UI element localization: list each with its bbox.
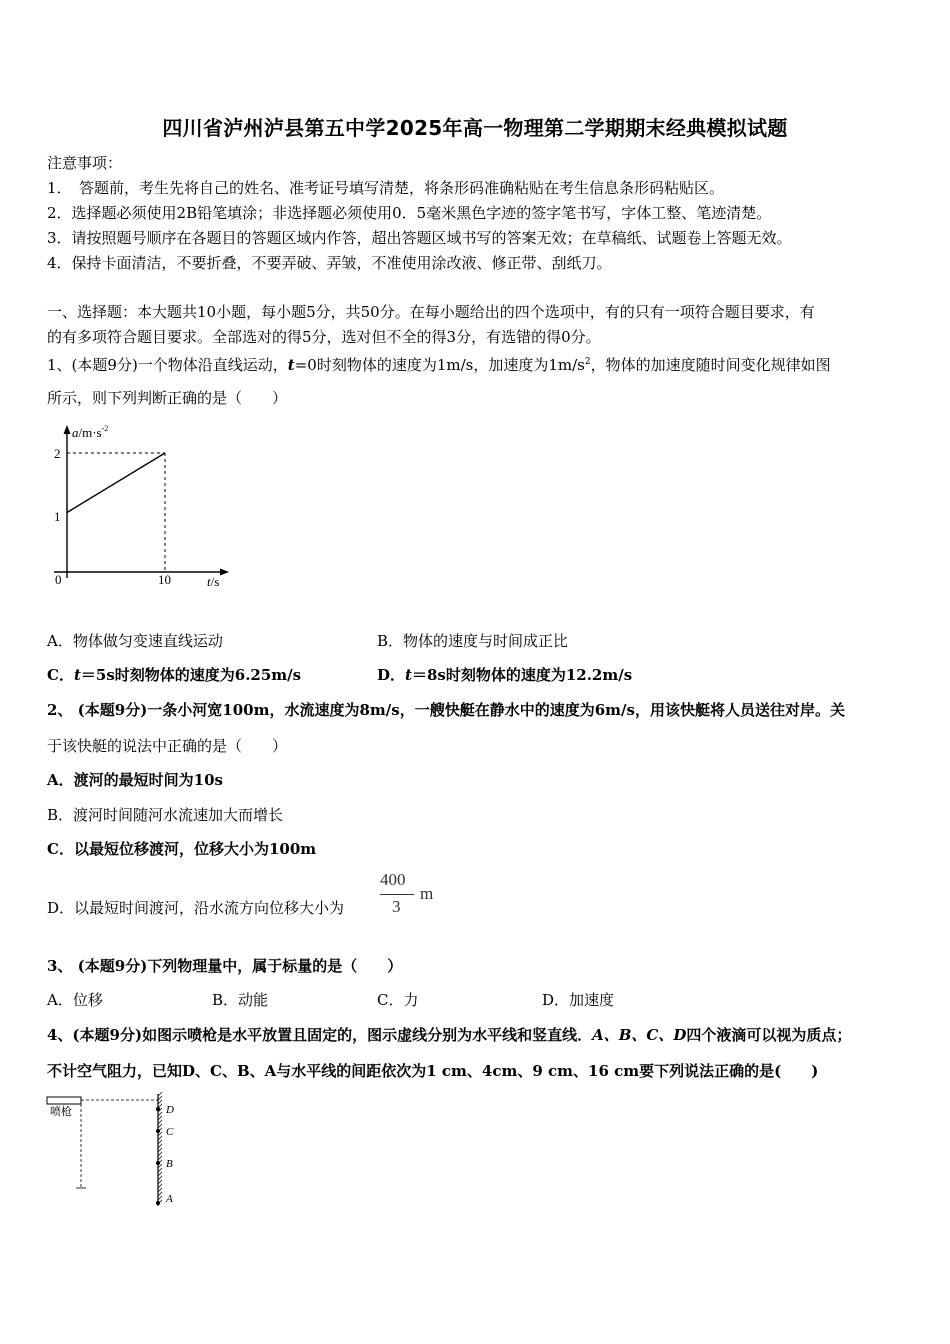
q2-option-a: A．渡河的最短时间为10s	[47, 771, 223, 789]
page-title: 四川省泸州泸县第五中学2025年高一物理第二学期期末经典模拟试题	[162, 116, 788, 140]
q2-option-c: C．以最短位移渡河，位移大小为100m	[47, 840, 317, 858]
q4-label-d: D	[166, 1104, 174, 1116]
q4-hatch-line	[158, 1100, 162, 1104]
q2-fraction-unit: m	[420, 884, 434, 903]
q4-spray-gun	[47, 1097, 81, 1104]
q4-hatch-line	[158, 1096, 162, 1100]
section-intro-line1: 一、选择题：本大题共10小题，每小题5分，共50分。在每小题给出的四个选项中，有的只有一项符合题目要求，有	[47, 303, 815, 321]
q1-option-d: D．t＝8s时刻物体的速度为12.2m/s	[377, 666, 633, 684]
q3-option-b: B．动能	[212, 991, 269, 1009]
q1-stem-line1	[47, 352, 831, 375]
q4-hatch-line	[158, 1120, 162, 1124]
q4-hatch-line	[158, 1124, 162, 1128]
q4-droplet-b	[156, 1161, 160, 1165]
notice-item-2: 2．选择题必须使用2B铅笔填涂；非选择题必须使用0．5毫米黑色字迹的签字笔书写，字体工整、笔迹清楚。	[47, 204, 772, 222]
q4-hatch-line	[158, 1168, 162, 1172]
q3-option-d: D．加速度	[542, 991, 615, 1009]
q1-option-b: B．物体的速度与时间成正比	[377, 632, 569, 650]
q2-fraction-numerator: 400	[380, 870, 406, 889]
q4-hatch-line	[158, 1112, 162, 1116]
q1-data-line	[67, 453, 165, 513]
q1-stem-part-c: ，物体的加速度随时间变化规律如图	[590, 356, 831, 374]
q4-hatch-line	[158, 1184, 162, 1188]
notice-heading: 注意事项：	[47, 154, 123, 172]
q4-stem-line2: 不计空气阻力，已知D、C、B、A与水平线的间距依次为1 cm、4cm、9 cm、16 cm要下列说法正确的是( )	[47, 1062, 819, 1080]
q1-x-axis-arrow	[220, 569, 229, 576]
q1-stem-line2: 所示，则下列判断正确的是（ ）	[47, 389, 288, 407]
q4-spray-gun-figure	[44, 1090, 194, 1220]
notice-item-1: 1． 答题前，考生先将自己的姓名、准考证号填写清楚，将条形码准确粘贴在考生信息条形码粘贴区。	[47, 179, 725, 197]
q1-y-tick-1: 1	[54, 509, 61, 524]
q1-superscript: 2	[584, 357, 591, 367]
q4-hatch-line	[158, 1156, 162, 1160]
q1-stem-part-a: 1、(本题9分)一个物体沿直线运动，	[47, 356, 288, 374]
notice-item-3: 3．请按照题号顺序在各题目的答题区域内作答，超出答题区域书写的答案无效；在草稿纸、试题卷上答题无效。	[47, 229, 792, 247]
q4-hatch-line	[158, 1148, 162, 1152]
q1-origin-label: 0	[55, 572, 62, 587]
q4-hatch-line	[158, 1144, 162, 1148]
q1-option-a: A．物体做匀变速直线运动	[47, 632, 223, 650]
q4-hatch-line	[158, 1140, 162, 1144]
q4-label-a: A	[166, 1193, 173, 1205]
q4-stem-line1: 4、(本题9分)如图示喷枪是水平放置且固定的，图示虚线分别为水平线和竖直线．A、B、C、D四个液滴可以视为质点；	[47, 1026, 852, 1044]
q3-stem: 3、 (本题9分)下列物理量中，属于标量的是（ ）	[47, 957, 403, 975]
q1-x-axis-label: t/s	[207, 574, 220, 589]
q2-stem-line1: 2、 (本题9分)一条小河宽100m，水流速度为8m/s，一艘快艇在静水中的速度为6m/s，用该快艇将人员送往对岸。关	[47, 701, 845, 719]
q4-label-c: C	[166, 1126, 174, 1138]
q1-option-c: C．t＝5s时刻物体的速度为6.25m/s	[47, 666, 302, 684]
q4-hatch-line	[158, 1196, 162, 1200]
q4-gun-label: 喷枪	[50, 1106, 72, 1118]
q4-hatch-line	[158, 1192, 162, 1196]
q4-hatch-line	[158, 1188, 162, 1192]
q4-droplet-c	[156, 1129, 160, 1133]
q4-hatch-line	[158, 1172, 162, 1176]
q1-t-variable: t	[287, 356, 295, 374]
section-intro-line2: 的有多项符合题目要求。全部选对的得5分，选对但不全的得3分，有选错的得0分。	[47, 328, 601, 346]
q4-hatch-line	[158, 1136, 162, 1140]
q1-y-tick-2: 2	[54, 446, 61, 461]
q2-fraction-bar	[380, 894, 414, 895]
q4-hatch-line	[158, 1116, 162, 1120]
q4-droplet-a	[156, 1201, 160, 1205]
q4-hatch-line	[158, 1152, 162, 1156]
q3-option-c: C．力	[377, 991, 419, 1009]
q2-option-d: D．以最短时间渡河，沿水流方向位移大小为	[47, 899, 345, 917]
q4-droplet-d	[156, 1107, 160, 1111]
q1-stem-part-b: =0时刻物体的速度为1m/s，加速度为1m/s	[294, 356, 585, 374]
q4-hatch-line	[158, 1180, 162, 1184]
q2-fraction-denominator: 3	[392, 897, 401, 916]
q4-label-b: B	[166, 1158, 173, 1170]
q4-hatch-line	[158, 1176, 162, 1180]
q4-hatch-line	[158, 1092, 162, 1096]
q1-x-tick-10: 10	[158, 572, 171, 587]
q2-option-b: B．渡河时间随河水流速加大而增长	[47, 806, 284, 824]
q1-acceleration-graph	[44, 420, 234, 595]
q2-fraction-400-over-3	[380, 870, 440, 920]
notice-item-4: 4．保持卡面清洁，不要折叠，不要弄破、弄皱，不准使用涂改液、修正带、刮纸刀。	[47, 254, 612, 272]
q1-y-axis-arrow	[64, 425, 71, 434]
q1-y-axis-label: $a/m\cdot s^{-2}$	[72, 424, 109, 440]
q2-stem-line2: 于该快艇的说法中正确的是（ ）	[47, 737, 288, 755]
q3-option-a: A．位移	[47, 991, 103, 1009]
